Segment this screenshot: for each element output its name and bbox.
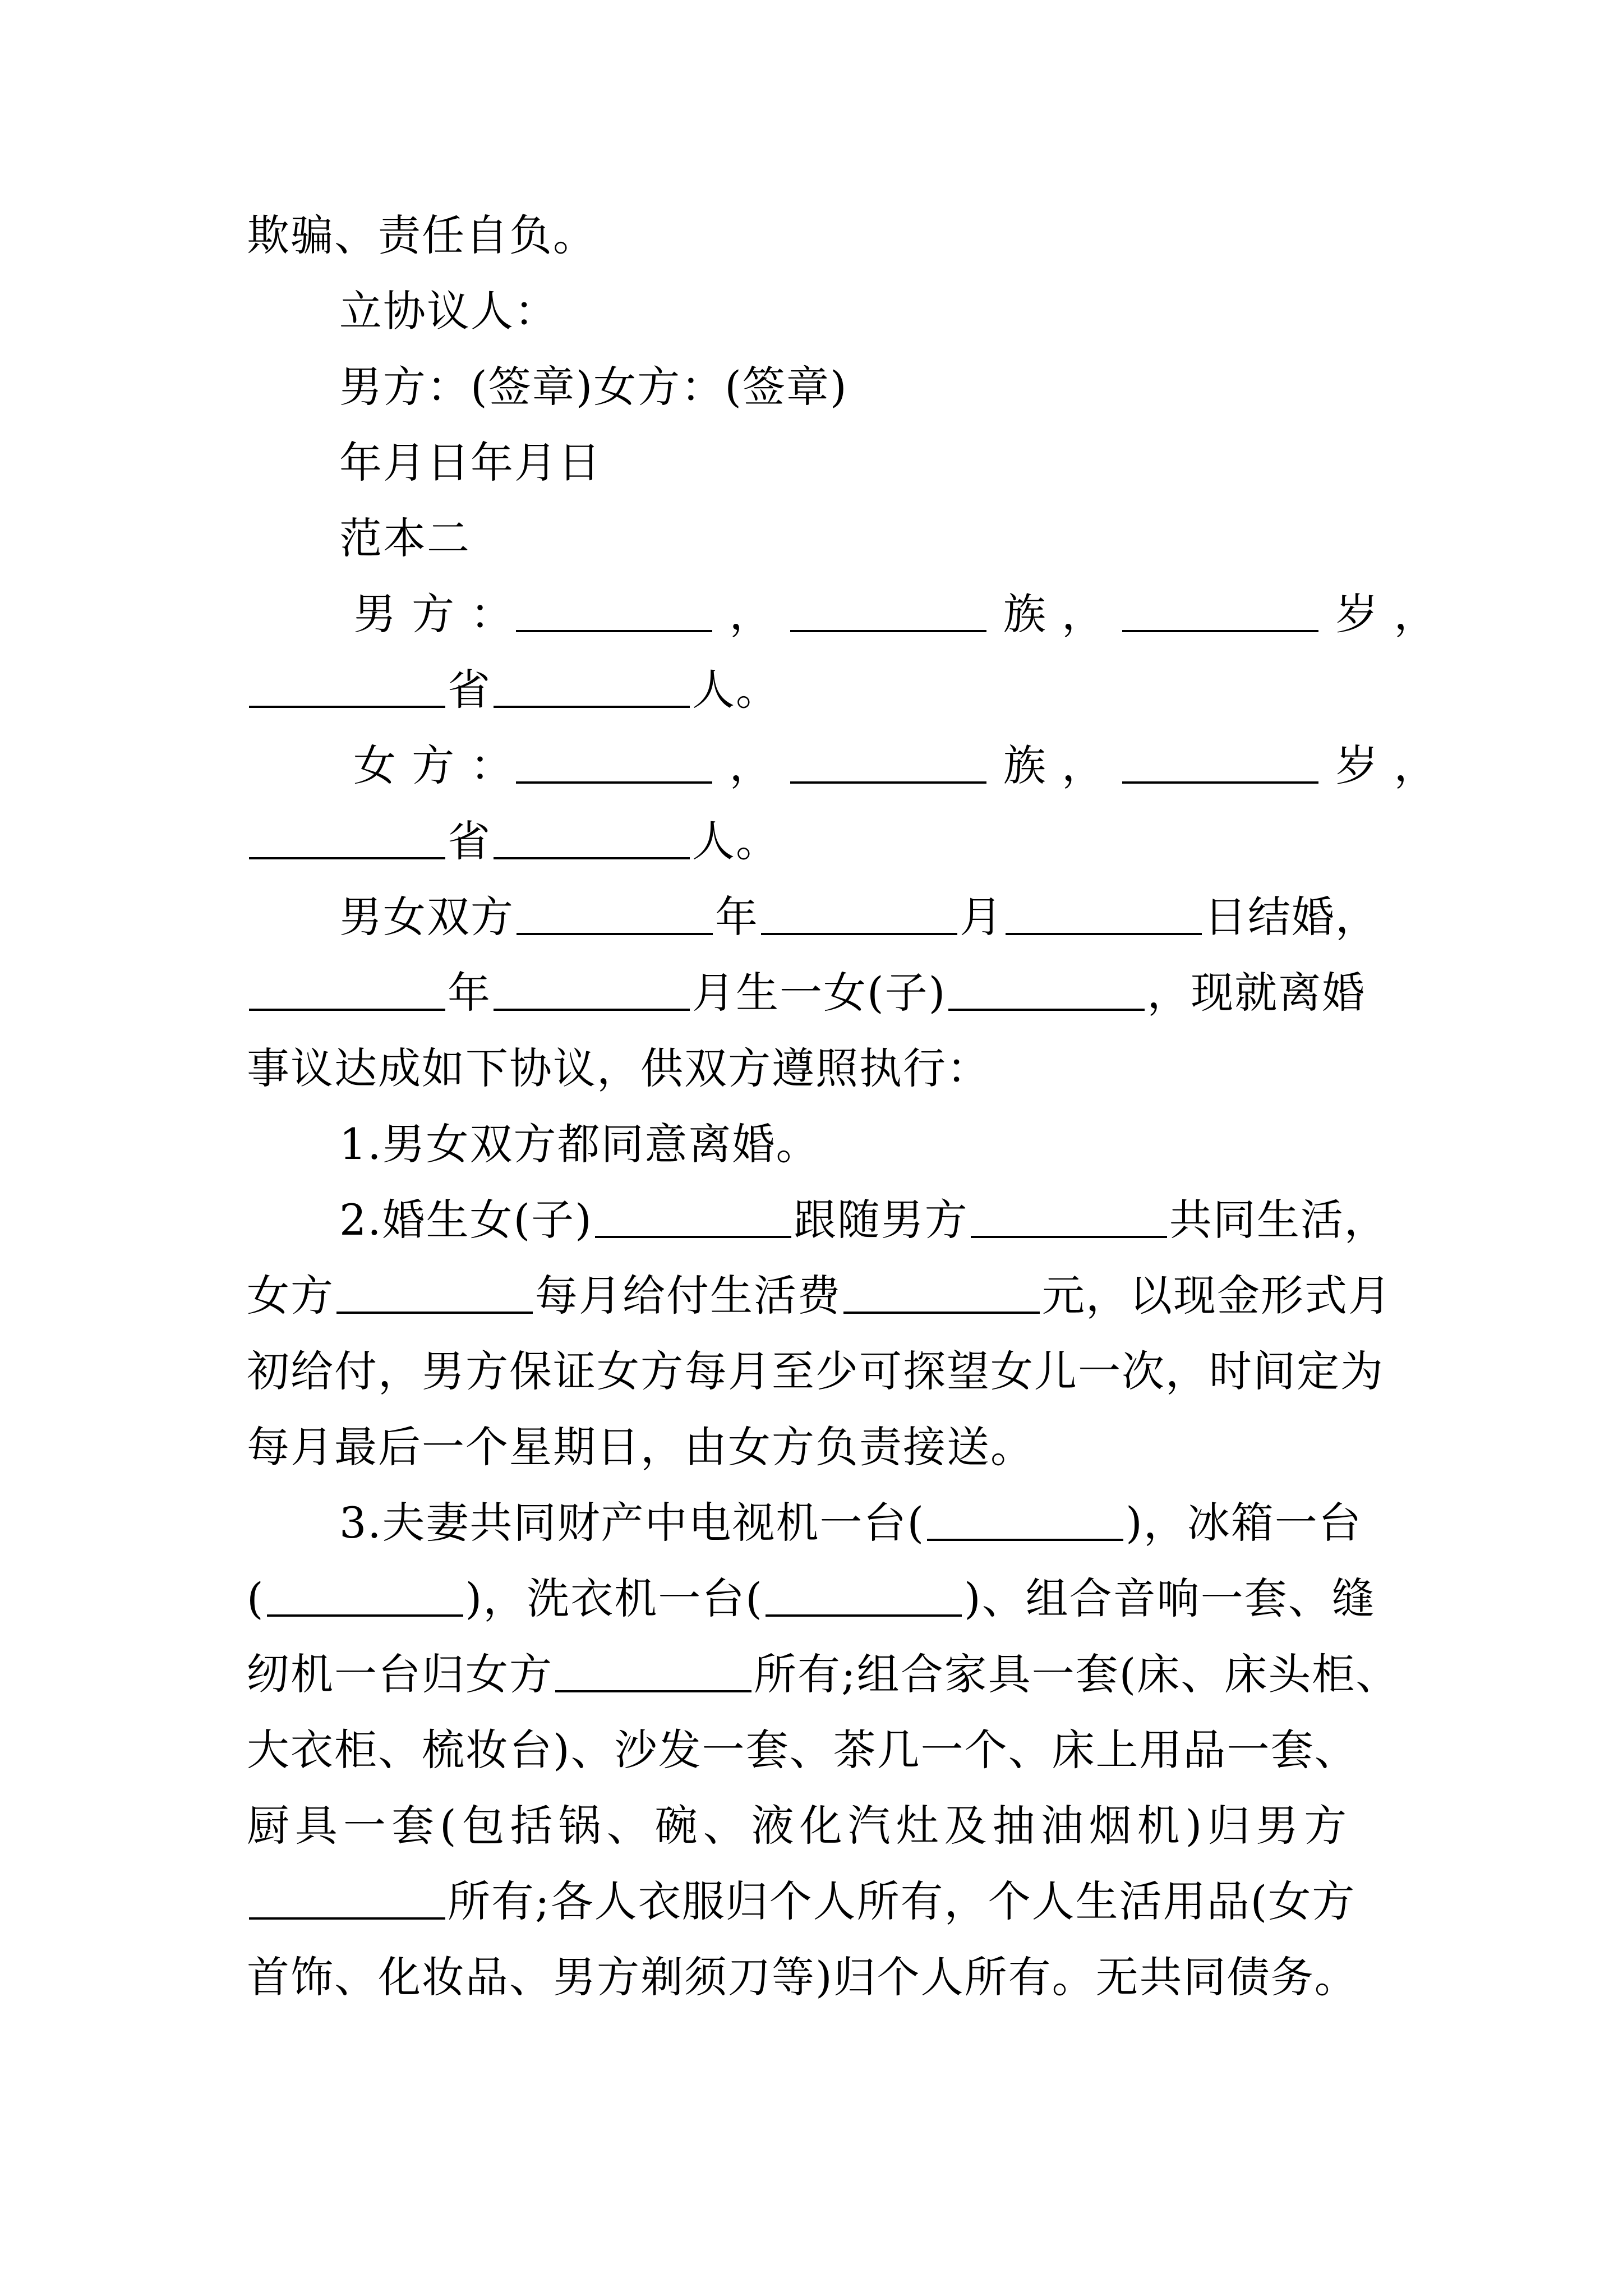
- fill-blank: [1006, 899, 1202, 935]
- fill-blank: [249, 823, 445, 859]
- paragraph-line: ( )，洗衣机一台( )、组合音响一套、缝: [247, 1573, 1376, 1623]
- fill-blank: [595, 1202, 791, 1238]
- fill-blank: [336, 1278, 533, 1314]
- fill-blank: [249, 672, 445, 708]
- male-info-line: 男 方 ： ， 族 ， 岁 ，: [353, 589, 1438, 639]
- fill-blank: [927, 1505, 1123, 1541]
- fill-blank: [267, 1581, 463, 1617]
- fill-blank: [517, 899, 713, 935]
- signature-line: 男方：(签章)女方：(签章): [339, 362, 848, 412]
- fill-blank: [948, 975, 1145, 1011]
- clause-1: 1.男女双方都同意离婚。: [339, 1119, 820, 1169]
- signatories-label: 立协议人：: [339, 286, 558, 336]
- fill-blank: [766, 1581, 962, 1617]
- paragraph-line: 大衣柜、梳妆台)、沙发一套、茶几一个、床上用品一套、: [247, 1725, 1358, 1775]
- child-birth-line: 年 月生一女(子) ，现就离婚: [247, 965, 1391, 1021]
- fill-blank: [494, 823, 690, 859]
- female-origin-line: 省 人。: [247, 813, 1391, 869]
- paragraph-line: 初给付，男方保证女方每月至少可探望女儿一次，时间定为: [247, 1346, 1384, 1396]
- fill-blank: [790, 748, 986, 784]
- paragraph-line: 事议达成如下协议，供双方遵照执行：: [247, 1043, 990, 1093]
- fill-blank: [494, 672, 690, 708]
- paragraph-line: 厨具一套(包括锅、碗、液化汽灶及抽油烟机)归男方: [247, 1801, 1353, 1851]
- section-title: 范本二: [339, 513, 471, 563]
- fill-blank: [971, 1202, 1167, 1238]
- fill-blank: [761, 899, 957, 935]
- paragraph-line: 所有;各人衣服归个人所有，个人生活用品(女方: [247, 1874, 1391, 1930]
- fill-blank: [790, 596, 986, 632]
- paragraph-line: 纫机一台归女方 所有;组合家具一套(床、床头柜、: [247, 1649, 1400, 1699]
- paragraph-line: 女方 每月给付生活费 元，以现金形式月: [247, 1271, 1392, 1320]
- date-line: 年月日年月日: [339, 438, 602, 487]
- fill-blank: [555, 1657, 751, 1692]
- fill-blank: [1122, 748, 1318, 784]
- paragraph-line: 首饰、化妆品、男方剃须刀等)归个人所有。无共同债务。: [247, 1952, 1358, 2002]
- clause-3: 3.夫妻共同财产中电视机一台( )，冰箱一台: [339, 1498, 1362, 1548]
- paragraph-line: 每月最后一个星期日，由女方负责接送。: [247, 1422, 1034, 1472]
- male-origin-line: 省 人。: [247, 662, 1391, 718]
- fill-blank: [516, 748, 712, 784]
- fill-blank: [1122, 596, 1318, 632]
- paragraph-line: 欺骗、责任自负。: [247, 210, 597, 260]
- clause-2: 2.婚生女(子) 跟随男方 共同生活，: [339, 1195, 1388, 1245]
- fill-blank: [494, 975, 690, 1011]
- fill-blank: [249, 1884, 445, 1920]
- marriage-date-line: 男女双方 年 月 日结婚，: [339, 892, 1379, 942]
- fill-blank: [516, 596, 712, 632]
- female-info-line: 女 方 ： ， 族 ， 岁 ，: [353, 740, 1438, 790]
- fill-blank: [249, 975, 445, 1011]
- fill-blank: [843, 1278, 1040, 1314]
